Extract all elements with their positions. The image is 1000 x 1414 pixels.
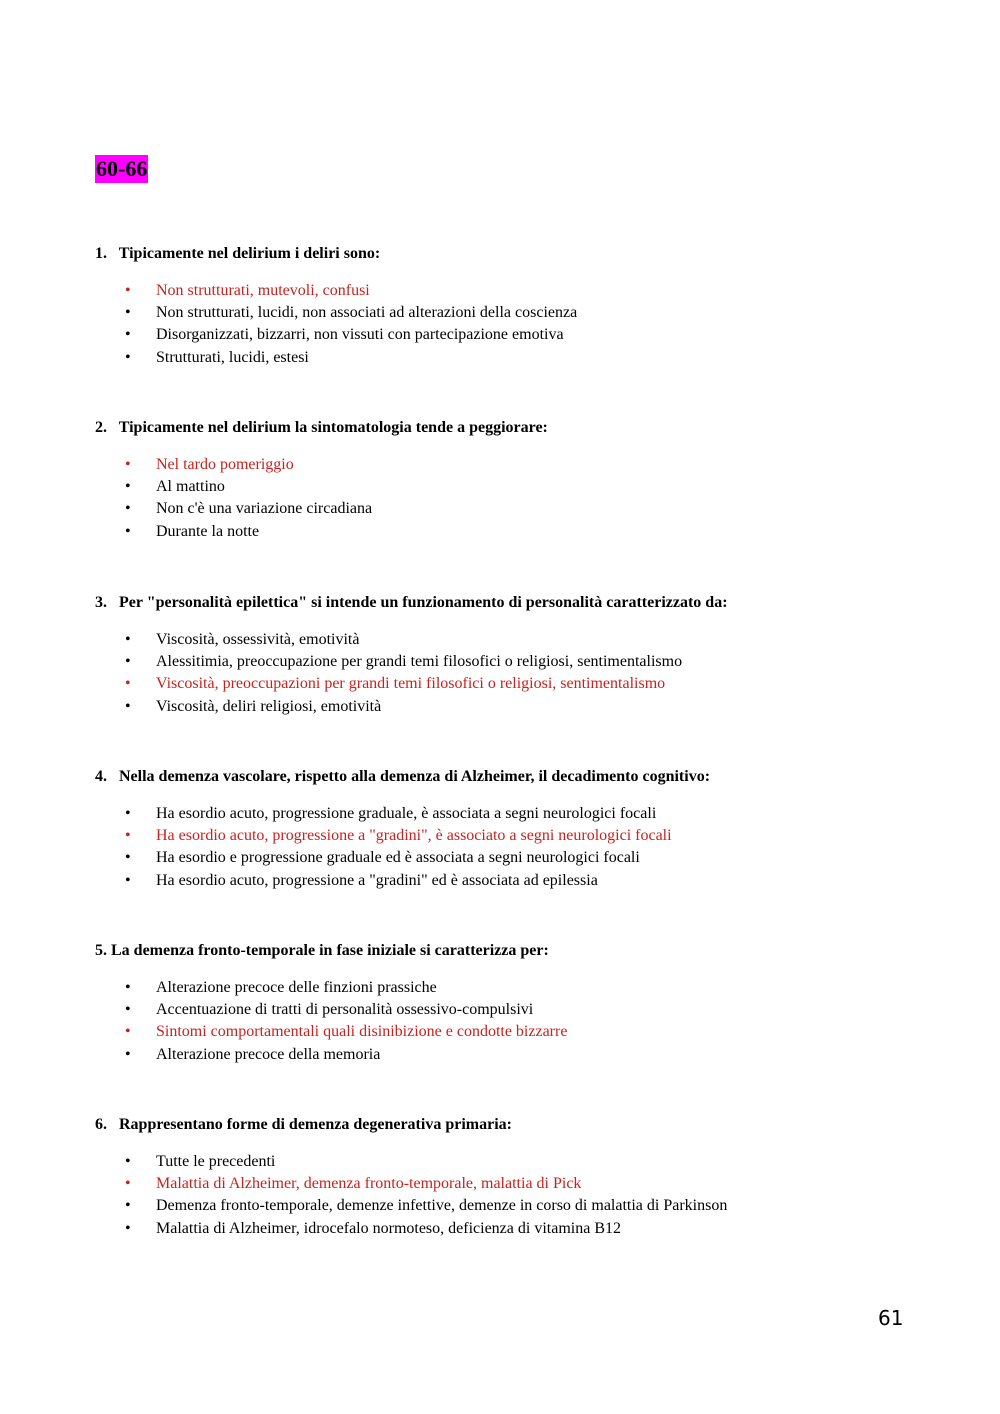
- answer-item: [95, 1195, 915, 1217]
- answer-item: [95, 825, 915, 847]
- answer-text: Viscosità, preoccupazioni per grandi temi filosofici o religiosi, sentimentalismo: [156, 675, 666, 693]
- bullet-icon: •: [125, 500, 131, 518]
- question-number: 3.: [95, 594, 107, 611]
- bullet-icon: •: [125, 675, 131, 693]
- question-1: [95, 243, 915, 369]
- answer-text: Ha esordio acuto, progressione a "gradini", è associato a segni neurologici focali: [156, 827, 672, 845]
- section-heading: 60-66: [96, 156, 148, 181]
- question-text: La demenza fronto-temporale in fase iniziale si caratterizza per:: [111, 942, 549, 959]
- question-number: 5.: [95, 942, 107, 959]
- bullet-icon: •: [125, 1175, 131, 1193]
- answer-list: [95, 803, 915, 892]
- answer-text: Viscosità, ossessività, emotività: [156, 631, 360, 648]
- answer-text: Tutte le precedenti: [156, 1153, 276, 1170]
- bullet-icon: •: [125, 1001, 131, 1019]
- question-text: Per "personalità epilettica" si intende un funzionamento di personalità caratterizzato da:: [119, 594, 728, 611]
- answer-text: Alterazione precoce della memoria: [156, 1045, 381, 1063]
- answer-item: [95, 302, 915, 324]
- bullet-icon: •: [125, 522, 131, 540]
- answer-text: Strutturati, lucidi, estesi: [156, 348, 309, 366]
- answer-text: Durante la notte: [156, 522, 260, 540]
- question-text: Tipicamente nel delirium i deliri sono:: [118, 245, 381, 262]
- answer-text: Nel tardo pomeriggio: [156, 456, 294, 473]
- answer-item: [95, 1151, 915, 1173]
- answer-item: [95, 324, 915, 346]
- answer-text: Demenza fronto-temporale, demenze infettive, demenze in corso di malattia di Parkinson: [156, 1197, 728, 1215]
- answer-text: Disorganizzati, bizzarri, non vissuti con partecipazione emotiva: [156, 326, 564, 344]
- answer-text: Malattia di Alzheimer, demenza fronto-temporale, malattia di Pick: [156, 1175, 582, 1193]
- answer-text: Non c'è una variazione circadiana: [156, 500, 373, 518]
- answer-item: [95, 521, 915, 543]
- answer-item: [95, 977, 915, 999]
- question-text: Rappresentano forme di demenza degenerativa primaria:: [119, 1116, 512, 1133]
- answer-text: Ha esordio acuto, progressione graduale, è associata a segni neurologici focali: [156, 805, 657, 822]
- question-title: [95, 1114, 915, 1136]
- answer-item: [95, 280, 915, 302]
- bullet-icon: •: [125, 478, 131, 496]
- answer-text: Viscosità, deliri religiosi, emotività: [156, 697, 382, 715]
- question-number: 6.: [95, 1116, 107, 1133]
- answer-text: Ha esordio acuto, progressione a "gradini" ed è associata ad epilessia: [156, 871, 598, 889]
- question-3: [95, 592, 915, 718]
- bullet-icon: •: [125, 348, 131, 366]
- answer-list: [95, 629, 915, 718]
- question-number: 2.: [95, 419, 107, 436]
- answer-item: [95, 629, 915, 651]
- question-title: [95, 766, 915, 788]
- question-6: [95, 1114, 915, 1240]
- question-text: Nella demenza vascolare, rispetto alla demenza di Alzheimer, il decadimento cognitivo:: [119, 768, 711, 785]
- answer-text: Non strutturati, lucidi, non associati ad alterazioni della coscienza: [156, 304, 578, 322]
- answer-list: [95, 1151, 915, 1240]
- answer-list: [95, 454, 915, 543]
- answer-item: [95, 696, 915, 718]
- bullet-icon: •: [125, 653, 131, 671]
- question-title: [95, 417, 915, 439]
- question-title: [95, 592, 915, 614]
- answer-text: Alterazione precoce delle finzioni prassiche: [156, 979, 437, 996]
- answer-item: [95, 673, 915, 695]
- answer-item: [95, 1173, 915, 1195]
- bullet-icon: •: [125, 1045, 131, 1063]
- bullet-icon: •: [125, 827, 131, 845]
- question-number: 4.: [95, 768, 107, 785]
- bullet-icon: •: [125, 456, 131, 473]
- question-2: [95, 417, 915, 543]
- answer-text: Accentuazione di tratti di personalità ossessivo-compulsivi: [156, 1001, 534, 1019]
- bullet-icon: •: [125, 282, 131, 299]
- question-title: [95, 243, 915, 265]
- answer-item: [95, 347, 915, 369]
- answer-item: [95, 999, 915, 1021]
- answer-item: [95, 1218, 915, 1240]
- bullet-icon: •: [125, 849, 131, 867]
- answer-text: Alessitimia, preoccupazione per grandi temi filosofici o religiosi, sentimentalismo: [156, 653, 683, 671]
- question-number: 1.: [95, 245, 107, 262]
- question-4: [95, 766, 915, 892]
- answer-text: Sintomi comportamentali quali disinibizione e condotte bizzarre: [156, 1023, 568, 1041]
- answer-item: [95, 1044, 915, 1066]
- bullet-icon: •: [125, 871, 131, 889]
- answer-text: Non strutturati, mutevoli, confusi: [156, 282, 370, 299]
- answer-item: [95, 803, 915, 825]
- question-5: [95, 940, 915, 1066]
- answer-item: [95, 476, 915, 498]
- bullet-icon: •: [125, 1197, 131, 1215]
- bullet-icon: •: [125, 697, 131, 715]
- bullet-icon: •: [125, 1023, 131, 1041]
- answer-text: Ha esordio e progressione graduale ed è associata a segni neurologici focali: [156, 849, 640, 867]
- bullet-icon: •: [125, 1153, 131, 1170]
- answer-item: [95, 847, 915, 869]
- bullet-icon: •: [125, 805, 131, 822]
- bullet-icon: •: [125, 326, 131, 344]
- bullet-icon: •: [125, 1219, 131, 1237]
- answer-list: [95, 977, 915, 1066]
- page-number: 61: [878, 1306, 904, 1330]
- question-text: Tipicamente nel delirium la sintomatologia tende a peggiorare:: [118, 419, 548, 436]
- answer-text: Malattia di Alzheimer, idrocefalo normoteso, deficienza di vitamina B12: [156, 1219, 621, 1237]
- answer-item: [95, 498, 915, 520]
- answer-list: [95, 280, 915, 369]
- answer-item: [95, 1021, 915, 1043]
- question-title: [95, 940, 915, 962]
- bullet-icon: •: [125, 304, 131, 322]
- bullet-icon: •: [125, 979, 131, 996]
- answer-text: Al mattino: [156, 478, 225, 496]
- answer-item: [95, 651, 915, 673]
- answer-item: [95, 454, 915, 476]
- bullet-icon: •: [125, 631, 131, 648]
- answer-item: [95, 870, 915, 892]
